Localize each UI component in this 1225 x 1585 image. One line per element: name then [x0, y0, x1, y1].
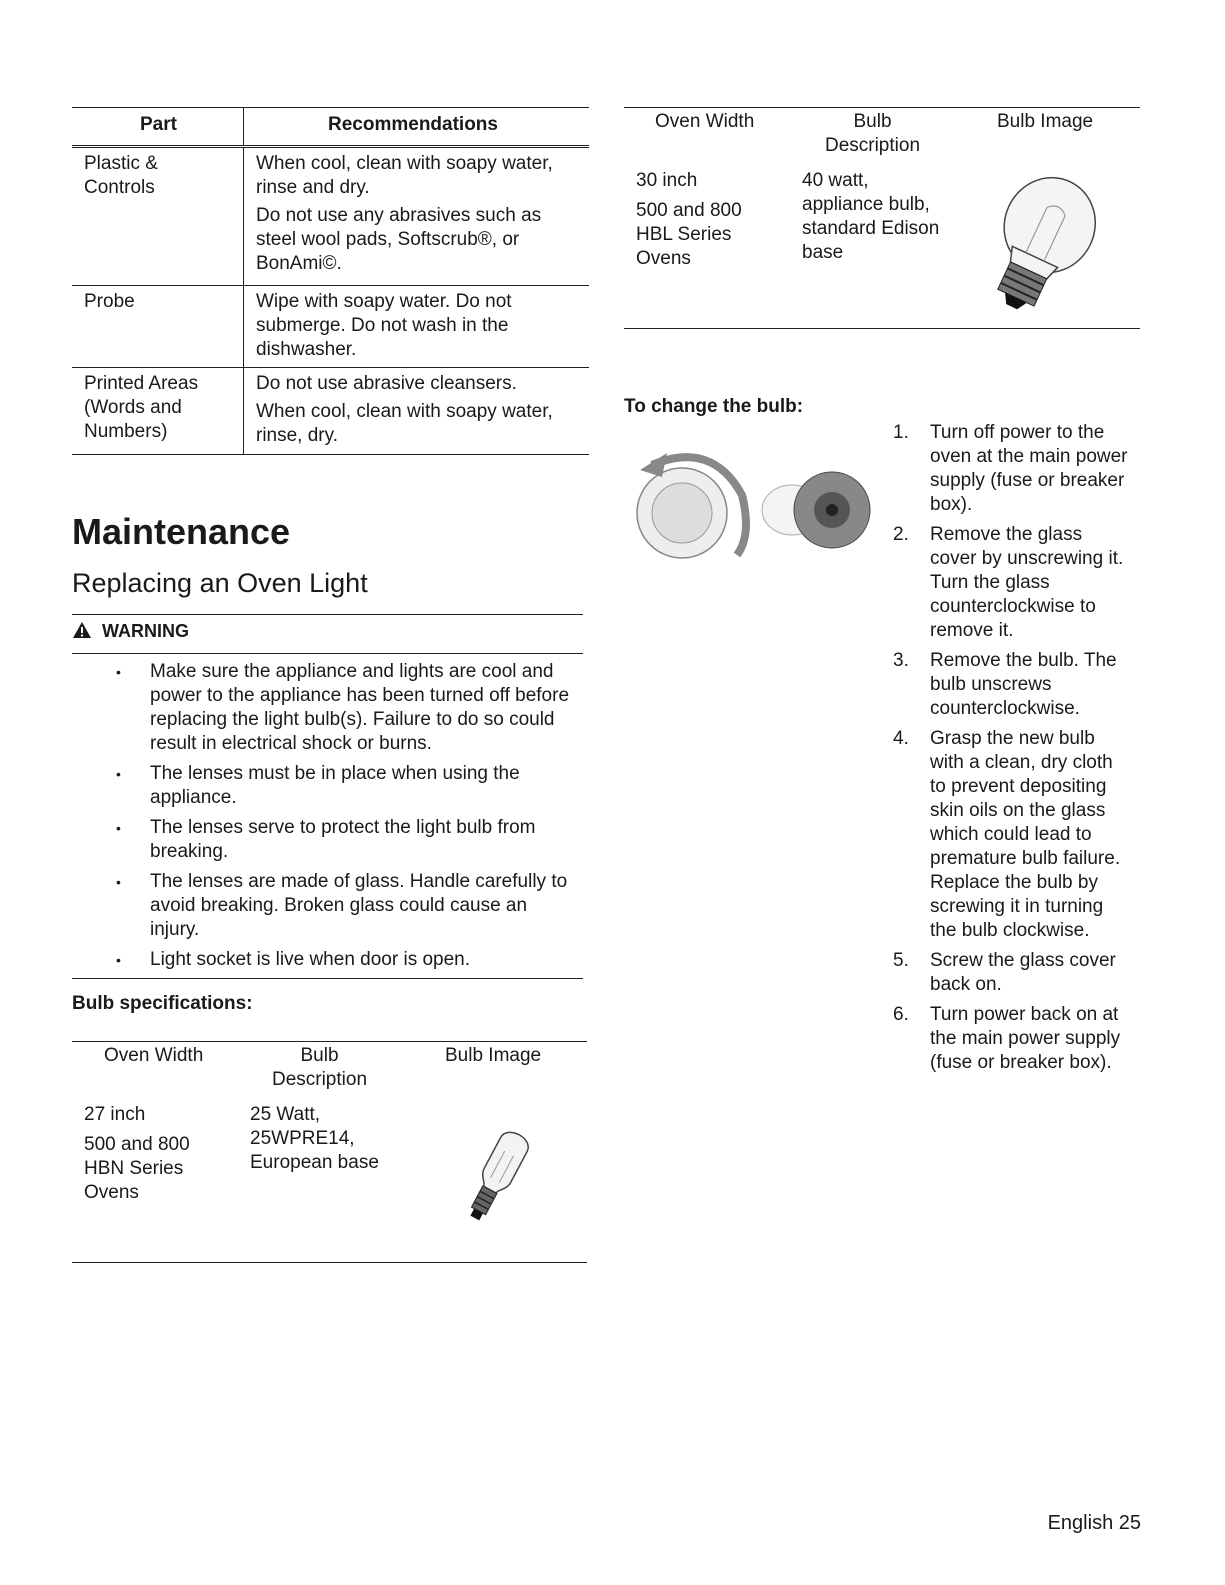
spec-header-bulb: Bulb Description: [271, 1045, 368, 1090]
spec-width: 30 inch: [636, 170, 698, 191]
care-table-header: [72, 107, 589, 148]
part-cell: Probe: [84, 291, 135, 312]
bulb-replacement-illustration: [632, 445, 882, 585]
part-cell: Plastic & Controls: [84, 153, 158, 198]
list-item: • The lenses are made of glass. Handle carefully to avoid breaking. Broken glass could cause an injury.: [150, 870, 580, 942]
list-item: • Light socket is live when door is open.: [150, 948, 580, 972]
spec-width-series: 500 and 800 HBL Series Ovens: [636, 200, 742, 269]
page-footer: English 25: [1047, 1512, 1141, 1534]
header-recommendations: Recommendations: [328, 114, 498, 135]
part-cell: Printed Areas (Words and Numbers): [84, 373, 199, 442]
spec-width: 27 inch: [84, 1104, 146, 1125]
edison-bulb-icon: [970, 168, 1110, 323]
list-item: • The lenses must be in place when using the appliance.: [150, 762, 550, 810]
spec-header-width: Oven Width: [655, 111, 755, 132]
spec-header-image: Bulb Image: [997, 111, 1094, 132]
spec-header-image: Bulb Image: [445, 1045, 542, 1066]
change-bulb-heading: To change the bulb:: [624, 396, 804, 417]
list-item: 5. Screw the glass cover back on.: [893, 950, 1116, 995]
list-item: 6. Turn power back on at the main power supply (fuse or breaker box).: [893, 1004, 1121, 1073]
table-row: [72, 286, 589, 368]
header-part: Part: [140, 114, 177, 135]
spec-width-series: 500 and 800 HBN Series Ovens: [84, 1134, 190, 1203]
warning-icon: [72, 621, 92, 639]
spec-header-width: Oven Width: [104, 1045, 204, 1066]
rec-text: When cool, clean with soapy water, rinse and dry.: [256, 153, 553, 198]
spec-header-bulb: Bulb Description: [824, 111, 921, 156]
list-item: 1. Turn off power to the oven at the main power supply (fuse or breaker box).: [893, 422, 1128, 515]
list-item: 2. Remove the glass cover by unscrewing it. Turn the glass counterclockwise to remove it.: [893, 524, 1124, 641]
spec-desc-detail: 25WPRE14, European base: [250, 1128, 379, 1173]
table-row: [72, 368, 589, 455]
list-item: 4. Grasp the new bulb with a clean, dry cloth to prevent depositing skin oils on the glass which could lead to premature bulb failure. Replace the bulb by screwing it in turning the bulb clockwise.: [893, 728, 1121, 941]
section-subtitle: Replacing an Oven Light: [72, 568, 368, 598]
warning-list: [150, 660, 580, 978]
spec-desc: 40 watt,: [802, 170, 869, 191]
rec-text: Do not use any abrasives such as steel wool pads, Softscrub®, or BonAmi©.: [256, 205, 542, 274]
change-bulb-steps: [893, 421, 1133, 1081]
spec-desc-detail: appliance bulb, standard Edison base: [802, 194, 940, 263]
table-row: [72, 148, 589, 286]
section-title: Maintenance: [72, 511, 291, 552]
rec-text: Wipe with soapy water. Do not submerge. Do not wash in the dishwasher.: [256, 291, 512, 360]
warning-header: [72, 621, 189, 642]
rec-text: When cool, clean with soapy water, rinse, dry.: [256, 401, 553, 446]
european-bulb-icon: [440, 1125, 550, 1235]
list-item: • The lenses serve to protect the light bulb from breaking.: [150, 816, 560, 864]
list-item: • Make sure the appliance and lights are cool and power to the appliance has been turned off before replacing the light bulb(s). Failure to do so could result in electrical shock or burns.: [150, 660, 570, 756]
list-item: 3. Remove the bulb. The bulb unscrews counterclockwise.: [893, 650, 1117, 719]
bulb-spec-heading: Bulb specifications:: [72, 993, 253, 1014]
spec-desc: 25 Watt,: [250, 1104, 321, 1125]
care-table: [72, 107, 589, 455]
warning-label: WARNING: [102, 621, 189, 641]
rec-text: Do not use abrasive cleansers.: [256, 373, 517, 394]
